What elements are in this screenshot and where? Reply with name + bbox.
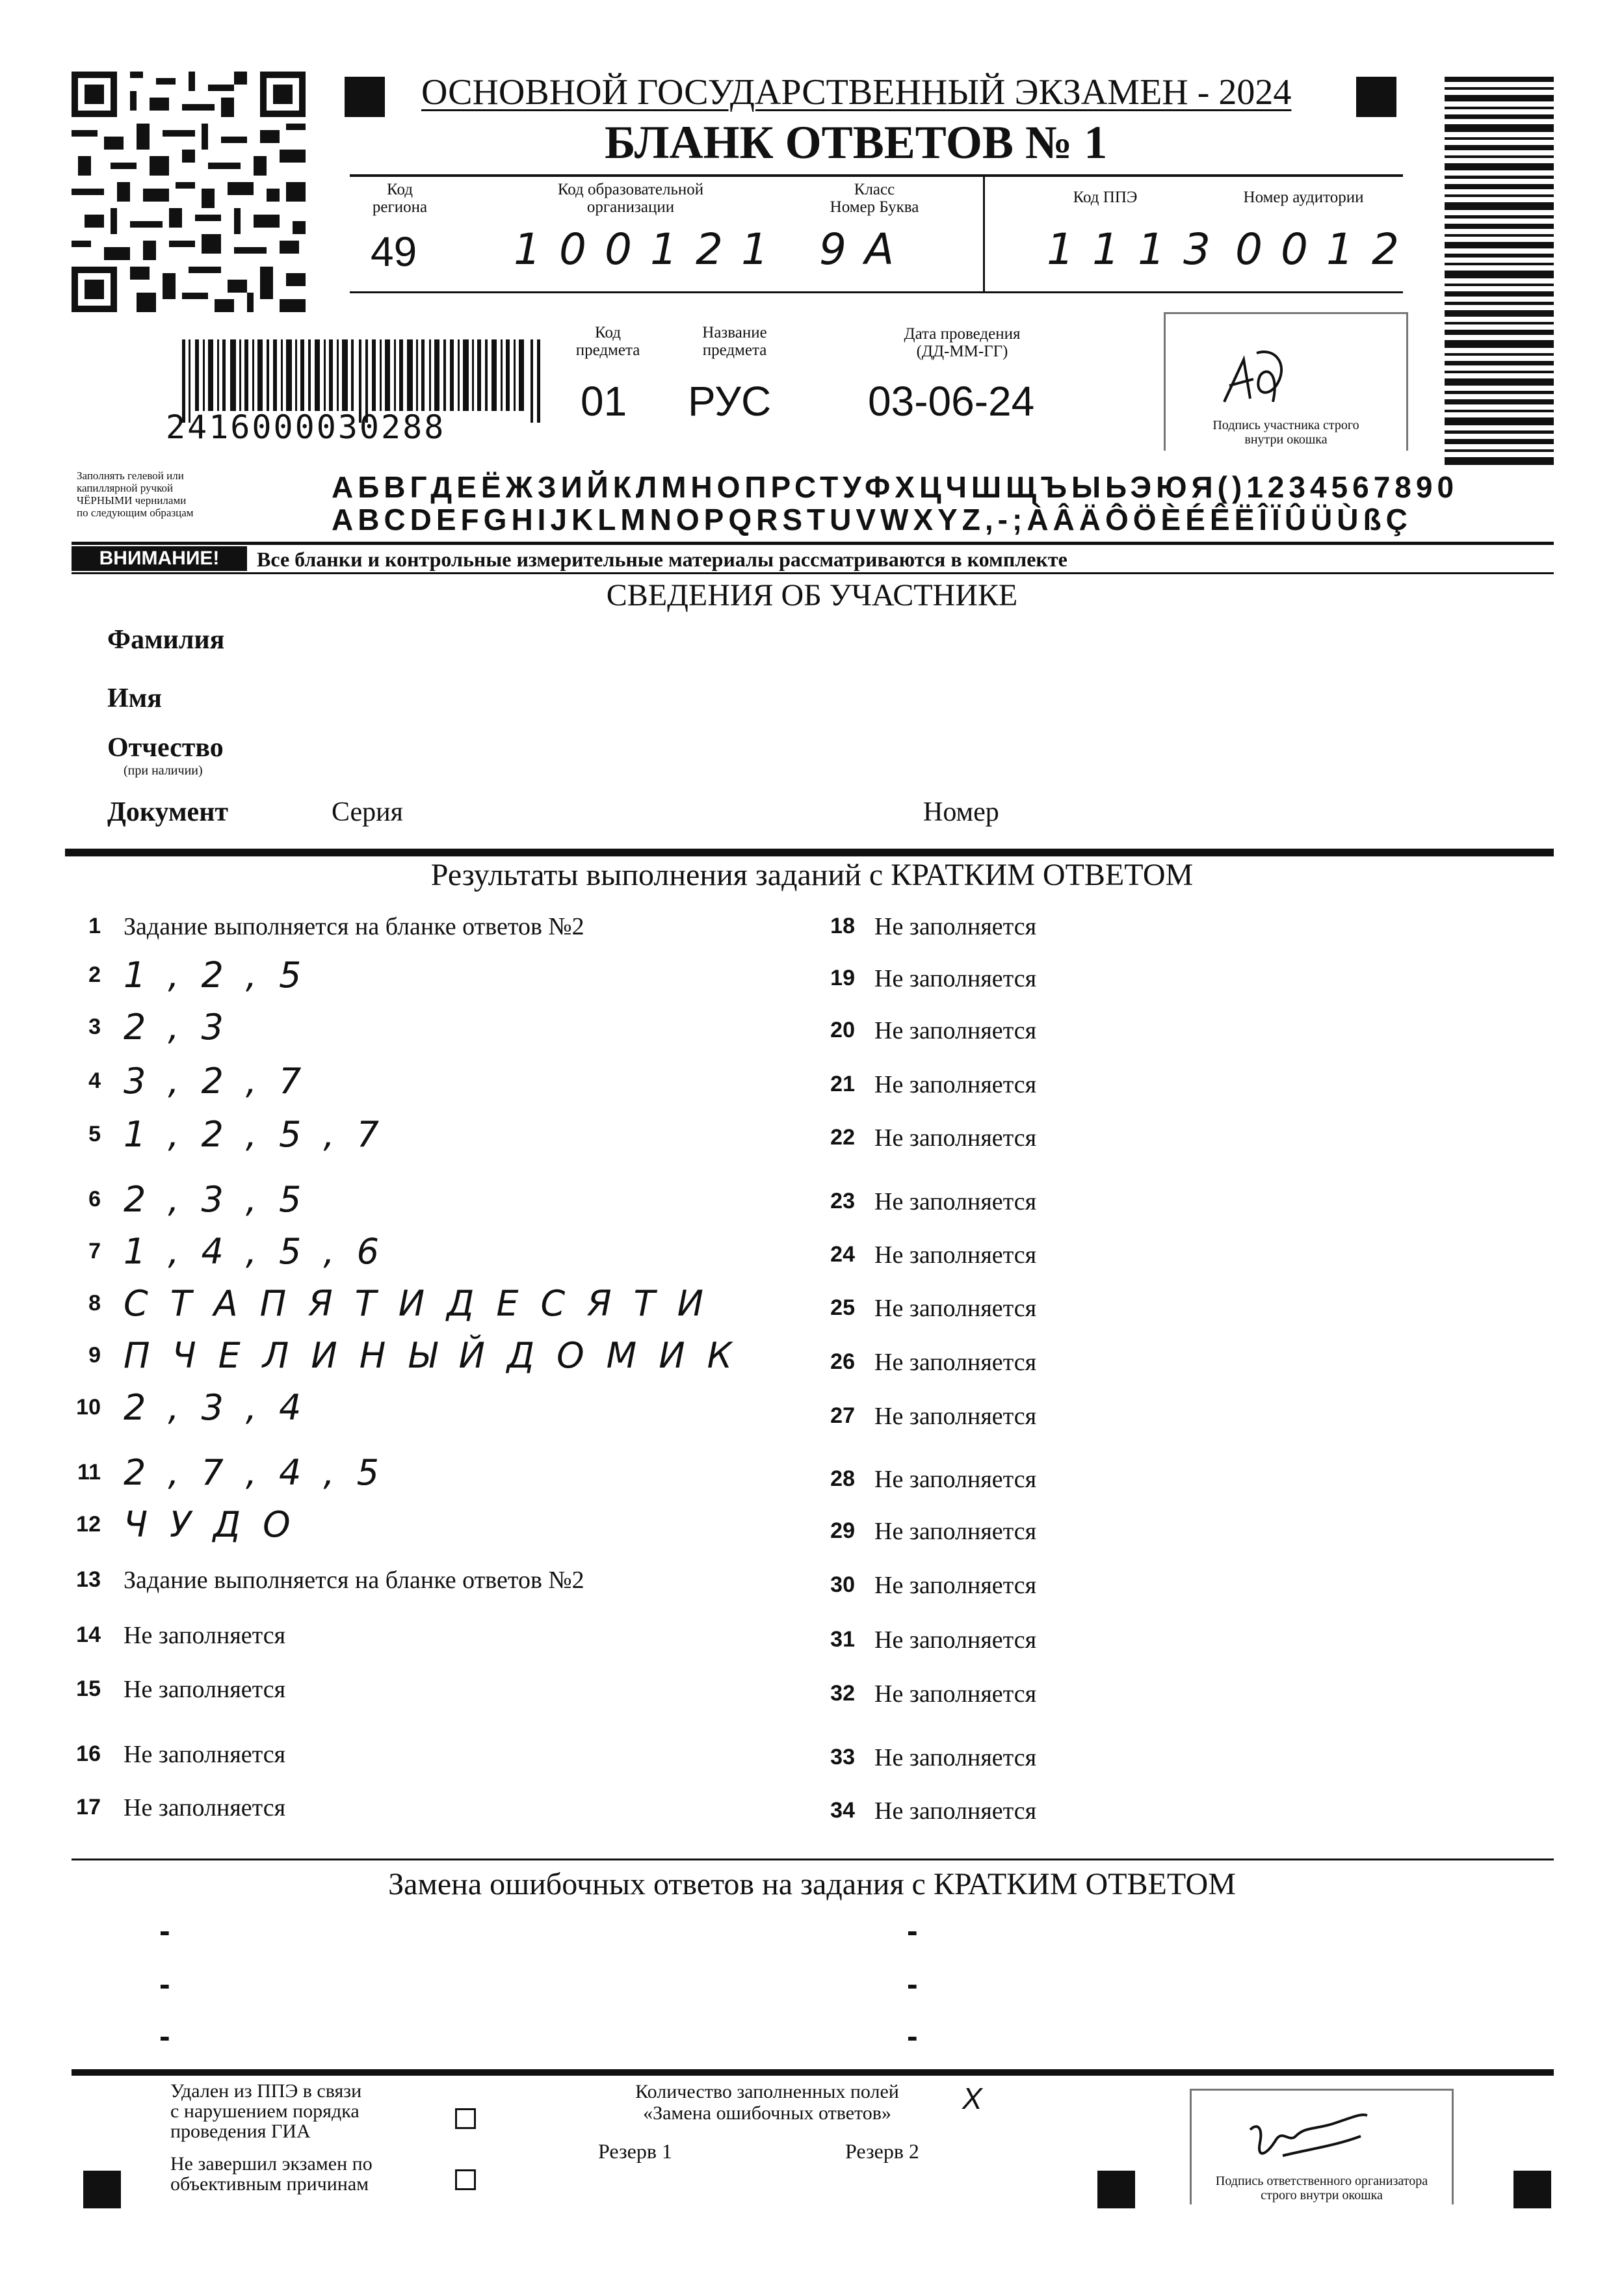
- task-number: 21: [830, 1072, 855, 1096]
- removed-checkbox[interactable]: [455, 2108, 476, 2129]
- answer-text[interactable]: Не заполняется: [874, 1680, 1037, 1708]
- answer-text[interactable]: Задание выполняется на бланке ответов №2: [124, 913, 584, 940]
- answer-text[interactable]: Не заполняется: [124, 1741, 286, 1768]
- date-value: 03-06-24: [868, 378, 1035, 425]
- subject-name-label: Название предмета: [702, 324, 767, 359]
- name-label: Имя: [107, 683, 162, 713]
- marker-square-top-left: [345, 77, 385, 117]
- task-number: 11: [77, 1460, 101, 1485]
- sample-row-2: ABCDEFGHIJKLMNOPQRSTUVWXYZ,-;ÀÂÄÔÖÈÉÊËÎÏÛÜÙßÇ: [332, 503, 1412, 536]
- ppe-label: Код ППЭ: [1073, 189, 1138, 206]
- answer-text[interactable]: Не заполняется: [874, 1349, 1037, 1376]
- answer-text[interactable]: Не заполняется: [874, 1797, 1037, 1825]
- organizer-signature-icon: [1244, 2110, 1374, 2175]
- sample-row-1: АБВГДЕЁЖЗИЙКЛМНОПРСТУФХЦЧШЩЪЫЬЭЮЯ()1234567890: [332, 470, 1459, 504]
- task-number: 23: [830, 1189, 855, 1213]
- reserve2-label: Резерв 2: [845, 2139, 919, 2163]
- header-line-mid: [350, 291, 1403, 293]
- task-number: 1: [88, 914, 101, 938]
- task-number: 10: [76, 1395, 101, 1420]
- not-finished-checkbox[interactable]: [455, 2169, 476, 2190]
- answer-text[interactable]: Не заполняется: [874, 1295, 1037, 1322]
- replacement-dash[interactable]: -: [159, 1912, 170, 1949]
- participant-section-title: СВЕДЕНИЯ ОБ УЧАСТНИКЕ: [606, 578, 1018, 613]
- task-number: 13: [76, 1567, 101, 1592]
- count-value[interactable]: X: [962, 2082, 982, 2115]
- class-label: Класс Номер Буква: [830, 181, 919, 216]
- answer-handwritten[interactable]: 3,2,7: [124, 1061, 324, 1102]
- marker-square-top-right: [1356, 77, 1396, 117]
- form-title: БЛАНК ОТВЕТОВ № 1: [605, 116, 1108, 168]
- answer-handwritten[interactable]: ПЧЕЛИНЫЙДОМИК: [124, 1335, 754, 1376]
- header-line-top: [350, 174, 1403, 177]
- task-number: 32: [830, 1681, 855, 1706]
- answer-text[interactable]: Не заполняется: [874, 1124, 1037, 1152]
- marker-square-bottom-right: [1513, 2171, 1551, 2208]
- sample-caption: Заполнять гелевой или капиллярной ручкой ЧЁРНЫМИ чернилами по следующим образцам: [77, 470, 194, 519]
- answer-handwritten[interactable]: 1,4,5,6: [124, 1231, 401, 1272]
- notice-text: Все бланки и контрольные измерительные материалы рассматриваются в комплекте: [257, 548, 1067, 571]
- organizer-signature-box[interactable]: [1190, 2089, 1454, 2204]
- task-number: 8: [88, 1291, 101, 1316]
- answer-text[interactable]: Не заполняется: [874, 1071, 1037, 1098]
- replacement-dash[interactable]: -: [907, 2018, 918, 2054]
- count-label: Количество заполненных полей «Замена ошибочных ответов»: [635, 2081, 899, 2124]
- task-number: 16: [76, 1741, 101, 1766]
- class-value: 9А: [819, 224, 913, 274]
- answer-text[interactable]: Не заполняется: [124, 1676, 286, 1703]
- task-number: 3: [88, 1014, 101, 1039]
- task-number: 7: [88, 1239, 101, 1264]
- reserve1-label: Резерв 1: [598, 2139, 672, 2163]
- barcode-number: 2416000030288: [166, 408, 446, 446]
- task-number: 26: [830, 1349, 855, 1374]
- ppe-value: 1113: [1047, 224, 1229, 274]
- task-number: 6: [88, 1187, 101, 1211]
- answer-text[interactable]: Не заполняется: [874, 1572, 1037, 1599]
- room-label: Номер аудитории: [1243, 189, 1364, 206]
- participant-signature-box[interactable]: [1164, 312, 1408, 451]
- answer-handwritten[interactable]: 1,2,5,7: [124, 1114, 401, 1155]
- answer-handwritten[interactable]: 2,3: [124, 1007, 246, 1048]
- answer-text[interactable]: Не заполняется: [874, 913, 1037, 940]
- task-number: 29: [830, 1518, 855, 1543]
- patronymic-note: (при наличии): [124, 763, 203, 778]
- answer-handwritten[interactable]: ЧУДО: [124, 1504, 313, 1545]
- replacement-dash[interactable]: -: [159, 2018, 170, 2054]
- side-barcode: [1445, 77, 1554, 467]
- replacement-section-title: Замена ошибочных ответов на задания с КРАТКИМ ОТВЕТОМ: [388, 1867, 1236, 1901]
- number-label: Номер: [923, 797, 999, 827]
- organizer-signature-caption: Подпись ответственного организатора строго внутри окошка: [1215, 2174, 1428, 2203]
- replacement-dash[interactable]: -: [159, 1966, 170, 2002]
- answer-text[interactable]: Не заполняется: [874, 1188, 1037, 1215]
- removed-label: Удален из ППЭ в связи с нарушением порядка проведения ГИА: [170, 2080, 362, 2142]
- not-finished-label: Не завершил экзамен по объективным причинам: [170, 2153, 373, 2195]
- task-number: 14: [76, 1622, 101, 1647]
- replacement-dash[interactable]: -: [907, 1966, 918, 2002]
- task-number: 4: [88, 1068, 101, 1093]
- answer-handwritten[interactable]: 1,2,5: [124, 955, 324, 996]
- task-number: 34: [830, 1798, 855, 1823]
- participant-signature-caption: Подпись участника строго внутри окошка: [1212, 418, 1359, 447]
- surname-label: Фамилия: [107, 625, 225, 655]
- answer-handwritten[interactable]: 2,7,4,5: [124, 1452, 401, 1493]
- participant-signature-icon: [1218, 340, 1302, 412]
- answer-text[interactable]: Задание выполняется на бланке ответов №2: [124, 1567, 584, 1594]
- answer-text[interactable]: Не заполняется: [874, 1626, 1037, 1654]
- task-number: 19: [830, 966, 855, 990]
- answer-handwritten[interactable]: 2,3,5: [124, 1179, 324, 1220]
- task-number: 30: [830, 1572, 855, 1597]
- answer-text[interactable]: Не заполняется: [874, 1518, 1037, 1545]
- answer-text[interactable]: Не заполняется: [874, 965, 1037, 992]
- task-number: 15: [76, 1676, 101, 1701]
- org-value: 100121: [514, 224, 787, 274]
- results-section-title: Результаты выполнения заданий с КРАТКИМ ОТВЕТОМ: [430, 858, 1194, 892]
- results-line-top: [65, 849, 1554, 856]
- task-number: 2: [88, 962, 101, 987]
- header-divider: [983, 174, 985, 291]
- replacement-line-top: [72, 1859, 1554, 1860]
- answer-text[interactable]: Не заполняется: [124, 1622, 286, 1649]
- marker-square-bottom-mid: [1097, 2171, 1135, 2208]
- answer-text[interactable]: Не заполняется: [874, 1744, 1037, 1771]
- series-label: Серия: [332, 797, 403, 827]
- task-number: 18: [830, 914, 855, 938]
- answer-handwritten[interactable]: СТАПЯТИДЕСЯТИ: [124, 1283, 726, 1324]
- answer-text[interactable]: Не заполняется: [874, 1017, 1037, 1044]
- task-number: 17: [76, 1795, 101, 1819]
- exam-title: ОСНОВНОЙ ГОСУДАРСТВЕННЫЙ ЭКЗАМЕН - 2024: [421, 72, 1292, 112]
- notice-badge: ВНИМАНИЕ!: [72, 546, 247, 571]
- qr-code: [72, 72, 306, 312]
- subject-code-label: Код предмета: [575, 324, 640, 359]
- marker-square-bottom-left: [83, 2171, 121, 2208]
- task-number: 12: [76, 1512, 101, 1537]
- task-number: 25: [830, 1295, 855, 1320]
- room-value: 0012: [1235, 224, 1417, 274]
- task-number: 31: [830, 1627, 855, 1652]
- region-label: Код региона: [372, 181, 428, 216]
- task-number: 28: [830, 1466, 855, 1491]
- date-label: Дата проведения (ДД-ММ-ГГ): [904, 325, 1021, 360]
- answer-text[interactable]: Не заполняется: [874, 1466, 1037, 1493]
- task-number: 20: [830, 1018, 855, 1042]
- task-number: 27: [830, 1403, 855, 1428]
- patronymic-label: Отчество: [107, 733, 224, 763]
- task-number: 22: [830, 1125, 855, 1150]
- task-number: 33: [830, 1745, 855, 1769]
- answer-handwritten[interactable]: 2,3,4: [124, 1387, 324, 1428]
- footer-line-top: [72, 2069, 1554, 2076]
- task-number: 24: [830, 1242, 855, 1267]
- subject-name-value: РУС: [688, 378, 772, 425]
- answer-text[interactable]: Не заполняется: [874, 1403, 1037, 1430]
- replacement-dash[interactable]: -: [907, 1912, 918, 1949]
- answer-text[interactable]: Не заполняется: [874, 1241, 1037, 1269]
- answer-text[interactable]: Не заполняется: [124, 1794, 286, 1821]
- notice-line-bottom: [72, 572, 1554, 574]
- notice-line-top: [72, 542, 1554, 545]
- org-label: Код образовательной организации: [557, 181, 704, 216]
- task-number: 9: [88, 1343, 101, 1368]
- task-number: 5: [88, 1122, 101, 1146]
- region-value: 49: [371, 228, 417, 275]
- subject-code-value: 01: [581, 378, 627, 425]
- document-label: Документ: [107, 797, 229, 827]
